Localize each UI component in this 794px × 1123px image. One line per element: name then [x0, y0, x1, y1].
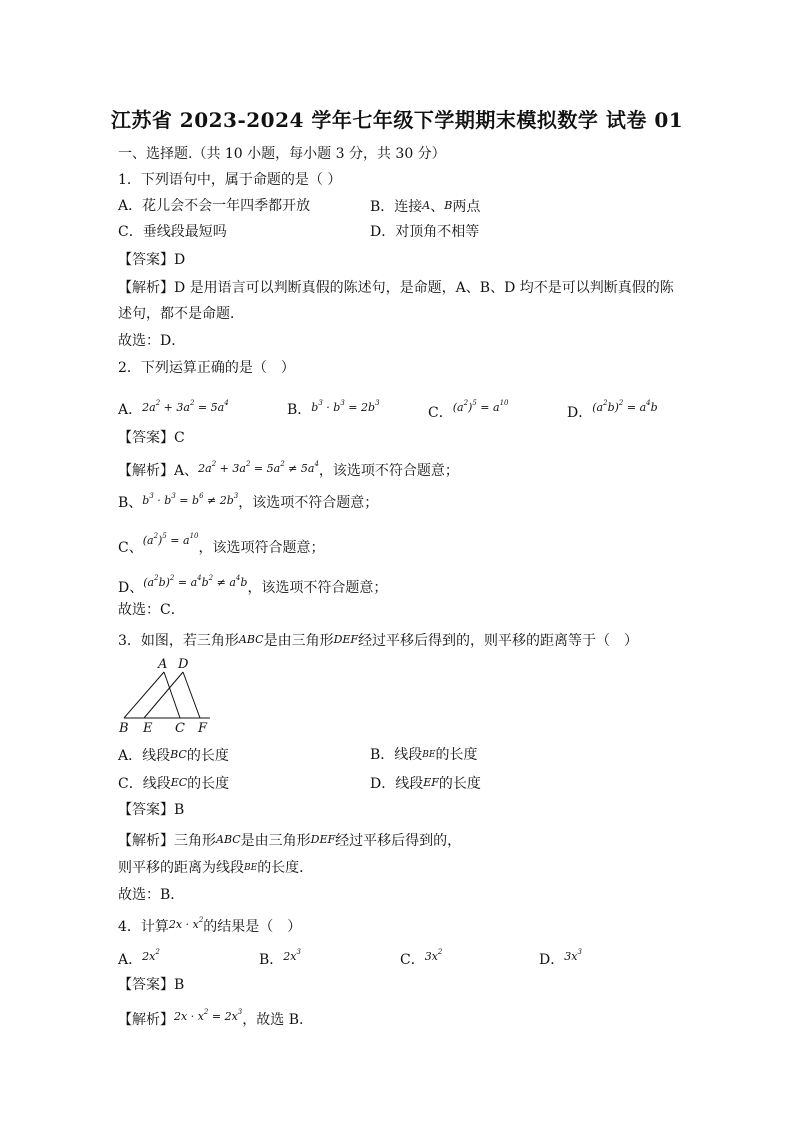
- q3-option-a: [118, 745, 229, 766]
- q3-option-a-suffix: 的长度: [186, 748, 229, 764]
- q2-analysis-a-prefix: 【解析】A、: [118, 463, 199, 479]
- q1-option-b-sep: 、: [430, 199, 445, 215]
- q3-analysis-line2: [118, 858, 698, 878]
- q3-option-b-suffix: 的长度: [435, 747, 478, 763]
- q4-option-b-label: B．: [259, 952, 284, 968]
- q3-conclusion: 故选：B．: [118, 887, 185, 903]
- q4-option-a-label: A．: [118, 952, 143, 968]
- math-formula: 2x2: [142, 948, 160, 963]
- q3-option-a-prefix: A．线段: [118, 748, 171, 764]
- q2-analysis-d: [118, 573, 698, 598]
- q4-analysis-suffix: ，故选 B.: [242, 1012, 304, 1028]
- segment-df: [183, 672, 200, 718]
- math-segment: BE: [422, 750, 436, 760]
- segment-ab: [124, 672, 164, 718]
- q3-analysis-suffix: 经过平移后得到的，: [335, 833, 462, 849]
- q3-analysis-mid: 是由三角形: [240, 833, 311, 849]
- section-heading: 一、选择题.（共 10 小题，每小题 3 分，共 30 分）: [118, 146, 446, 162]
- math-formula: b3 · b3 = 2b3: [311, 399, 380, 414]
- math-segment: BC: [170, 748, 187, 761]
- q1-analysis-line2: 述句，都不是命题．: [118, 306, 244, 322]
- math-formula: 2x · x2: [168, 916, 204, 931]
- q2-analysis-c-suffix: ，该选项符合题意；: [198, 540, 325, 556]
- q2-option-a-label: A．: [118, 402, 143, 418]
- q3-option-d-prefix: D．线段: [370, 776, 424, 792]
- q4-stem: [118, 915, 698, 937]
- math-formula: 2a2 + 3a2 = 5a2 ≠ 5a4: [198, 460, 319, 475]
- q2-option-d: [567, 398, 658, 423]
- q4-option-d-label: D．: [539, 952, 565, 968]
- q3-answer: 【答案】B: [118, 802, 185, 818]
- q3-option-c-prefix: C．线段: [118, 776, 171, 792]
- q1-option-b: [370, 196, 480, 217]
- vertex-label-d: D: [178, 657, 189, 672]
- q1-answer: 【答案】D: [118, 252, 186, 268]
- math-formula: (a2b)2 = a4b: [592, 399, 658, 414]
- q4-analysis-prefix: 【解析】: [118, 1012, 174, 1028]
- math-segment: EC: [170, 776, 188, 789]
- math-formula: 2a2 + 3a2 = 5a4: [142, 399, 229, 414]
- q1-option-a: A．花儿会不会一年四季都开放: [118, 198, 311, 214]
- vertex-label-e: E: [143, 721, 153, 736]
- q4-option-c: [400, 947, 442, 970]
- translation-triangle-figure: [114, 654, 224, 736]
- q4-answer: 【答案】B: [118, 977, 185, 993]
- q1-option-b-suffix: 两点: [452, 199, 481, 215]
- q3-stem: [118, 630, 698, 651]
- math-var-b: B: [444, 199, 453, 212]
- q3-option-c: [118, 773, 229, 794]
- q2-analysis-a-suffix: ，该选项不符合题意；: [318, 463, 459, 479]
- vertex-label-a: A: [158, 657, 168, 672]
- q2-option-c-label: C．: [428, 405, 453, 421]
- q1-option-c: C．垂线段最短吗: [118, 224, 227, 240]
- math-formula: (a2)5 = a10: [452, 399, 509, 414]
- q4-option-b: [259, 947, 301, 970]
- q4-analysis: [118, 1007, 698, 1030]
- math-formula: (a2b)2 = a4b2 ≠ a4b: [143, 574, 248, 589]
- q4-stem-prefix: 4．计算: [118, 919, 169, 935]
- vertex-label-f: F: [198, 721, 208, 736]
- q4-option-a: [118, 947, 160, 970]
- q1-stem: 1．下列语句中，属于命题的是（ ）: [118, 172, 342, 188]
- q3-stem-suffix: 经过平移后得到的，则平移的距离等于（ ）: [358, 633, 639, 649]
- q2-answer: 【答案】C: [118, 430, 185, 446]
- q2-conclusion: 故选：C．: [118, 602, 185, 618]
- q4-stem-suffix: 的结果是（ ）: [203, 919, 302, 935]
- math-triangle-def: DEF: [333, 633, 359, 646]
- math-triangle-def: DEF: [310, 833, 336, 846]
- q2-option-c: [428, 398, 509, 423]
- math-formula: 3x3: [564, 948, 582, 963]
- math-formula: b3 · b3 = b6 ≠ 2b3: [142, 492, 239, 507]
- q1-analysis-line1: 【解析】D 是用语言可以判断真假的陈述句，是命题，A、B、D 均不是可以判断真假的陈: [118, 280, 674, 296]
- q3-stem-prefix: 3．如图，若三角形: [118, 633, 239, 649]
- q3-option-d: [370, 773, 481, 794]
- q4-option-c-label: C．: [400, 952, 425, 968]
- q3-analysis2-prefix: 则平移的距离为线段: [118, 860, 244, 876]
- math-formula: 3x2: [424, 948, 443, 963]
- q3-option-b: [370, 745, 477, 765]
- q2-stem: 2．下列运算正确的是（ ）: [118, 360, 295, 376]
- math-segment: EF: [423, 776, 439, 789]
- math-formula: 2x3: [283, 948, 301, 963]
- q2-analysis-b-prefix: B、: [118, 495, 143, 511]
- q4-option-d: [539, 947, 582, 970]
- q2-option-d-label: D．: [567, 405, 593, 421]
- vertex-label-b: B: [119, 721, 129, 736]
- math-segment: BE: [244, 863, 258, 873]
- q2-option-b-label: B．: [287, 402, 312, 418]
- q2-analysis-b: [118, 491, 698, 513]
- math-triangle-abc: ABC: [216, 833, 241, 846]
- q1-option-b-prefix: B．连接: [370, 199, 423, 215]
- math-var-a: A: [422, 199, 431, 212]
- q3-option-c-suffix: 的长度: [187, 776, 230, 792]
- q3-stem-mid: 是由三角形: [263, 633, 334, 649]
- page-title: 江苏省 2023-2024 学年七年级下学期期末模拟数学 试卷 01: [110, 108, 684, 132]
- q3-analysis-prefix: 【解析】三角形: [118, 833, 216, 849]
- q3-analysis-line1: [118, 830, 698, 851]
- math-formula: (a2)5 = a10: [142, 532, 199, 547]
- math-formula: 2x · x2 = 2x3: [174, 1008, 243, 1023]
- q2-option-b: [287, 398, 380, 420]
- q2-analysis-a: [118, 459, 698, 481]
- q1-conclusion: 故选：D．: [118, 333, 186, 349]
- math-triangle-abc: ABC: [238, 633, 264, 646]
- q2-analysis-c-prefix: C、: [118, 540, 143, 556]
- q3-analysis2-suffix: 的长度．: [257, 860, 314, 876]
- q1-option-d: D．对顶角不相等: [370, 224, 480, 240]
- q3-option-d-suffix: 的长度: [438, 776, 481, 792]
- q2-analysis-c: [118, 531, 698, 558]
- q2-analysis-d-suffix: ，该选项不符合题意；: [247, 580, 388, 596]
- vertex-label-c: C: [175, 721, 185, 736]
- q2-analysis-b-suffix: ，该选项不符合题意；: [238, 495, 379, 511]
- q3-option-b-prefix: B．线段: [370, 747, 423, 763]
- q2-analysis-d-prefix: D、: [118, 580, 144, 596]
- q2-option-a: [118, 398, 229, 420]
